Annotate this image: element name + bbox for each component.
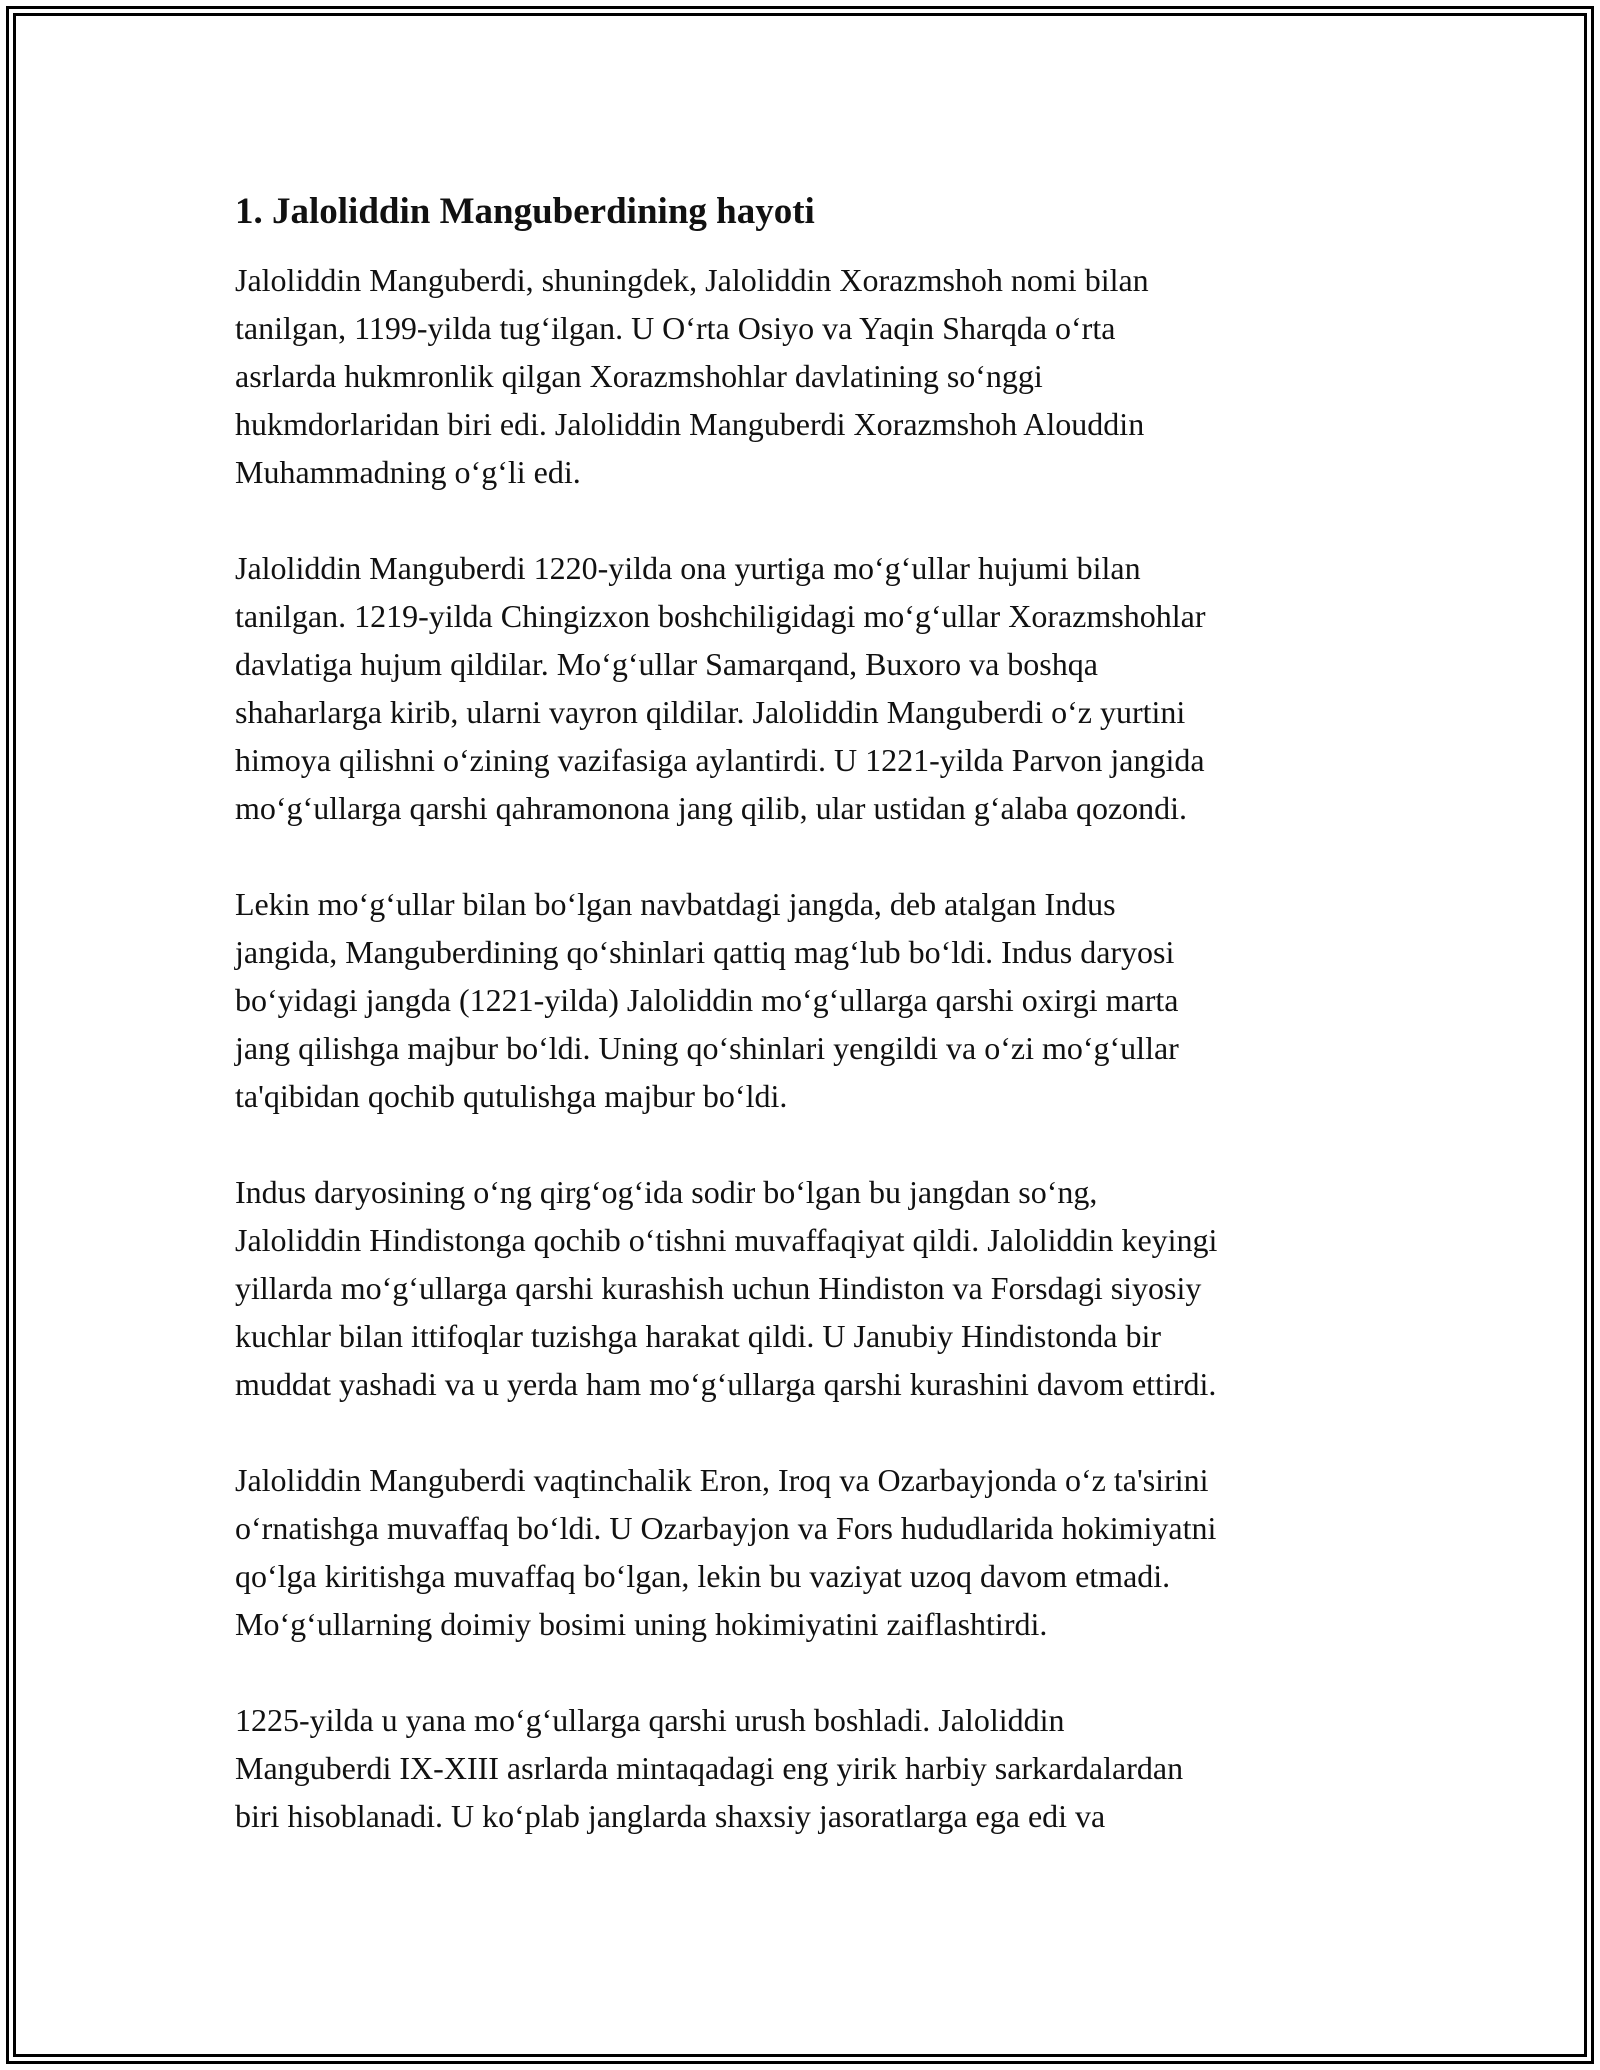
text-line: Jaloliddin Manguberdi 1220-yilda ona yurtiga mo‘g‘ullar hujumi bilan <box>235 550 1141 586</box>
text-line: Mo‘g‘ullarning doimiy bosimi uning hokimiyatini zaiflashtirdi. <box>235 1606 1048 1642</box>
text-line: himoya qilishni o‘zining vazifasiga aylantirdi. U 1221-yilda Parvon jangida <box>235 742 1205 778</box>
text-line: qo‘lga kiritishga muvaffaq bo‘lgan, lekin bu vaziyat uzoq davom etmadi. <box>235 1558 1171 1594</box>
paragraph-4 <box>235 1168 1395 1408</box>
section-heading: 1. Jaloliddin Manguberdining hayoti <box>235 191 815 232</box>
document-body <box>235 186 1395 1888</box>
paragraph-5 <box>235 1456 1395 1648</box>
text-line: muddat yashadi va u yerda ham mo‘g‘ullarga qarshi kurashini davom ettirdi. <box>235 1366 1217 1402</box>
text-line: davlatiga hujum qildilar. Mo‘g‘ullar Samarqand, Buxoro va boshqa <box>235 646 1098 682</box>
paragraph-3 <box>235 880 1395 1120</box>
text-line: shaharlarga kirib, ularni vayron qildilar. Jaloliddin Manguberdi o‘z yurtini <box>235 694 1186 730</box>
text-line: o‘rnatishga muvaffaq bo‘ldi. U Ozarbayjon va Fors hududlarida hokimiyatni <box>235 1510 1217 1546</box>
text-line: jang qilishga majbur bo‘ldi. Uning qo‘shinlari yengildi va o‘zi mo‘g‘ullar <box>235 1030 1179 1066</box>
text-line: Lekin mo‘g‘ullar bilan bo‘lgan navbatdagi jangda, deb atalgan Indus <box>235 886 1116 922</box>
text-line: Manguberdi IX-XIII asrlarda mintaqadagi eng yirik harbiy sarkardalardan <box>235 1750 1184 1786</box>
text-line: mo‘g‘ullarga qarshi qahramonona jang qilib, ular ustidan g‘alaba qozondi. <box>235 790 1188 826</box>
paragraph-2 <box>235 544 1395 832</box>
paragraph-6 <box>235 1696 1395 1840</box>
text-line: hukmdorlaridan biri edi. Jaloliddin Manguberdi Xorazmshoh Alouddin <box>235 406 1145 442</box>
text-line: Muhammadning o‘g‘li edi. <box>235 454 581 490</box>
text-line: asrlarda hukmronlik qilgan Xorazmshohlar davlatining so‘nggi <box>235 358 1043 394</box>
text-line: yillarda mo‘g‘ullarga qarshi kurashish uchun Hindiston va Forsdagi siyosiy <box>235 1270 1202 1306</box>
text-line: Jaloliddin Hindistonga qochib o‘tishni muvaffaqiyat qildi. Jaloliddin keyingi <box>235 1222 1218 1258</box>
text-line: tanilgan. 1219-yilda Chingizxon boshchiligidagi mo‘g‘ullar Xorazmshohlar <box>235 598 1206 634</box>
text-line: tanilgan, 1199-yilda tug‘ilgan. U O‘rta Osiyo va Yaqin Sharqda o‘rta <box>235 310 1116 346</box>
text-line: Indus daryosining o‘ng qirg‘og‘ida sodir bo‘lgan bu jangdan so‘ng, <box>235 1174 1098 1210</box>
text-line: Jaloliddin Manguberdi, shuningdek, Jaloliddin Xorazmshoh nomi bilan <box>235 262 1149 298</box>
text-line: kuchlar bilan ittifoqlar tuzishga harakat qildi. U Janubiy Hindistonda bir <box>235 1318 1162 1354</box>
text-line: bo‘yidagi jangda (1221-yilda) Jaloliddin mo‘g‘ullarga qarshi oxirgi marta <box>235 982 1179 1018</box>
text-line: 1225-yilda u yana mo‘g‘ullarga qarshi urush boshladi. Jaloliddin <box>235 1702 1065 1738</box>
paragraph-1 <box>235 256 1395 496</box>
text-line: ta'qibidan qochib qutulishga majbur bo‘ldi. <box>235 1078 788 1114</box>
text-line: biri hisoblanadi. U ko‘plab janglarda shaxsiy jasoratlarga ega edi va <box>235 1798 1106 1834</box>
text-line: jangida, Manguberdining qo‘shinlari qattiq mag‘lub bo‘ldi. Indus daryosi <box>235 934 1175 970</box>
text-line: Jaloliddin Manguberdi vaqtinchalik Eron, Iroq va Ozarbayjonda o‘z ta'sirini <box>235 1462 1209 1498</box>
